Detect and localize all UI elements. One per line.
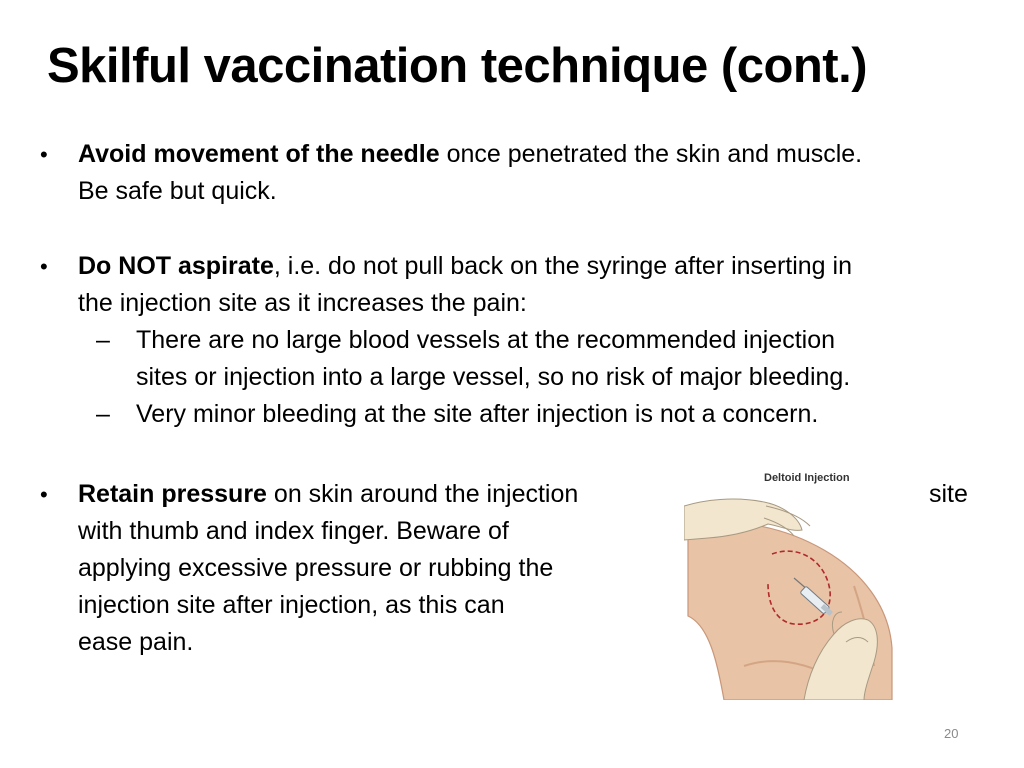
bullet-line-4: injection site after injection, as this can (78, 591, 505, 619)
sub-item-line-1: There are no large blood vessels at the recommended injection (136, 326, 836, 354)
sub-item-text (136, 322, 956, 396)
bullet-rest: once penetrated the skin and muscle. (439, 140, 863, 168)
bullet-marker: • (40, 142, 48, 167)
bullet-text (78, 476, 640, 661)
bullet-marker: • (40, 254, 48, 279)
sub-item-text (136, 396, 956, 433)
bullet-bold-lead: Avoid movement of the needle (78, 140, 440, 168)
page-number: 20 (944, 726, 959, 741)
bullet-bold-lead: Retain pressure (78, 480, 267, 508)
bullet-text (78, 136, 975, 210)
sub-item-line-1: Very minor bleeding at the site after injection is not a concern. (136, 400, 819, 428)
sub-item-line-2: sites or injection into a large vessel, so no risk of major bleeding. (136, 363, 851, 391)
bullet-line-5: ease pain. (78, 628, 194, 656)
bullet-line-3: applying excessive pressure or rubbing the (78, 554, 554, 582)
bullet-item-retain-pressure (40, 476, 640, 666)
bullet-line (78, 136, 975, 173)
deltoid-injection-illustration (684, 466, 894, 700)
sub-item-minor-bleeding (96, 396, 956, 433)
slide-title: Skilful vaccination technique (cont.) (47, 39, 868, 93)
bullet-text (78, 248, 975, 322)
figure-label: Deltoid Injection (764, 472, 850, 484)
sub-item-marker: – (96, 400, 110, 428)
bullet-item-do-not-aspirate (40, 248, 975, 328)
deltoid-injection-image (684, 466, 894, 700)
bullet-marker: • (40, 482, 48, 507)
bullet-bold-lead: Do NOT aspirate (78, 252, 274, 280)
bullet-rest: , i.e. do not pull back on the syringe after inserting in (273, 252, 852, 280)
sub-item-marker: – (96, 326, 110, 354)
bullet-line-2: the injection site as it increases the pain: (78, 289, 527, 317)
bullet-line-2: with thumb and index finger. Beware of (78, 517, 509, 545)
sub-item-no-large-vessels (96, 322, 956, 396)
bullet-rest: on skin around the injection (266, 480, 579, 508)
bullet-line (78, 248, 975, 285)
bullet-line-2: Be safe but quick. (78, 177, 277, 205)
bullet-line (78, 476, 640, 513)
bullet-item-avoid-movement (40, 136, 975, 216)
bullet-continuation-word: site (929, 480, 968, 508)
